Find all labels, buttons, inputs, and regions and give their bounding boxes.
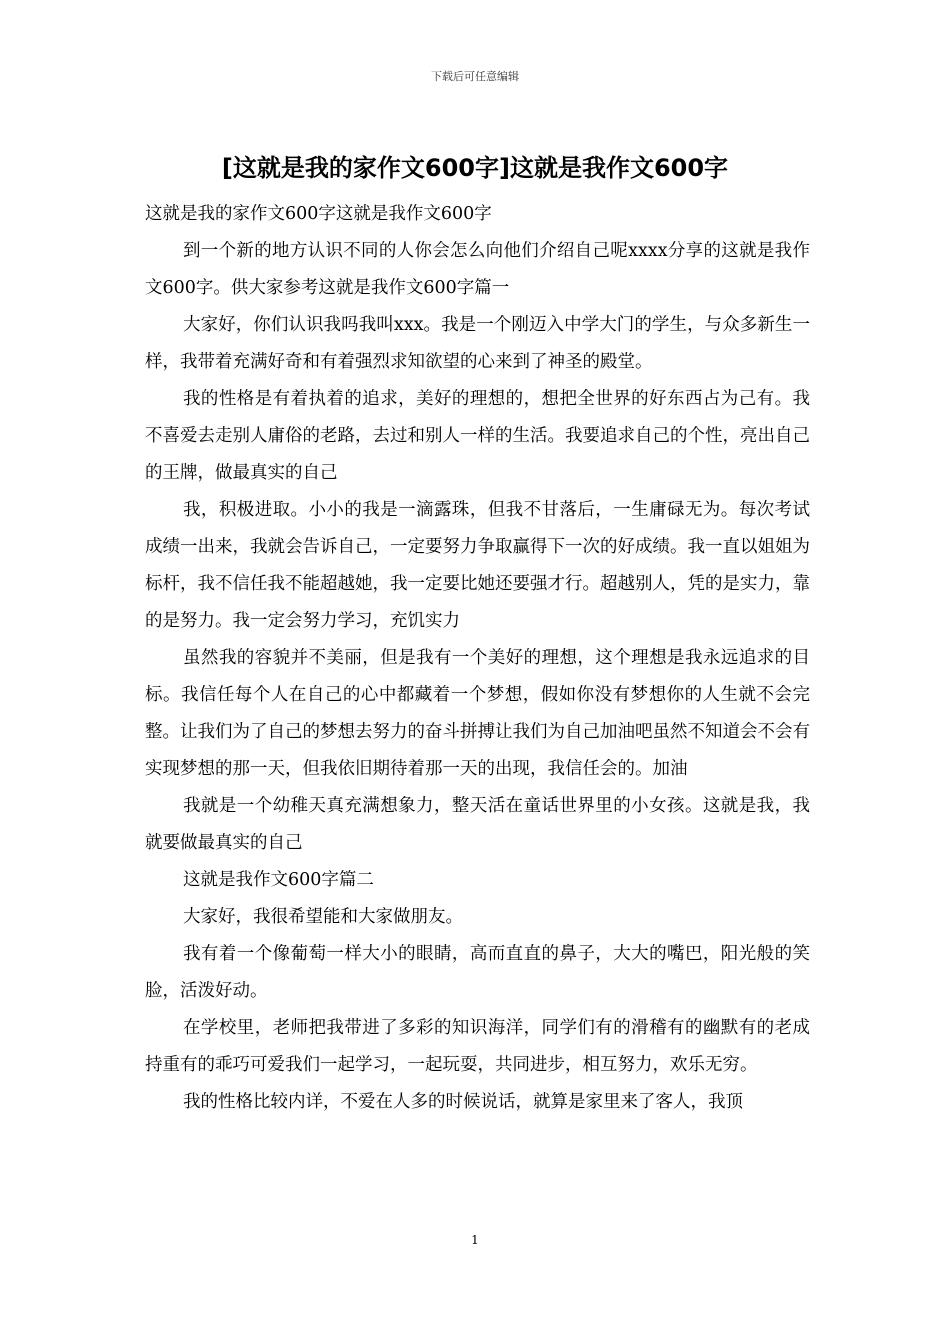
section-heading: 这就是我作文600字篇二	[183, 870, 374, 890]
paragraph: 虽然我的容貌并不美丽，但是我有一个美好的理想，这个理想是我永远追求的目标。我信任每个人在自己的心中都藏着一个梦想，假如你没有梦想你的人生就不会完整。让我们为了自己的梦想去努力的奋斗拼搏让我们为自己加油吧虽然不知道会不会有实现梦想的那一天，但我依旧期待着那一天的出现，我信任会的。加油	[145, 648, 810, 779]
document-body	[145, 196, 810, 1121]
paragraph: 我有着一个像葡萄一样大小的眼睛，高而直直的鼻子，大大的嘴巴，阳光般的笑脸，活泼好动。	[145, 944, 810, 1001]
paragraph: 我的性格比较内详，不爱在人多的时候说话，就算是家里来了客人，我顶	[183, 1092, 743, 1112]
paragraph: 我就是一个幼稚天真充满想象力，整天活在童话世界里的小女孩。这就是我，我就要做最真实的自己	[145, 796, 810, 853]
page-number: 1	[471, 1233, 479, 1247]
paragraph: 大家好，我很希望能和大家做朋友。	[183, 907, 463, 927]
paragraph: 我的性格是有着执着的追求，美好的理想的，想把全世界的好东西占为己有。我不喜爱去走别人庸俗的老路，去过和别人一样的生活。我要追求自己的个性，亮出自己的王牌，做最真实的自己	[145, 389, 810, 483]
paragraph: 到一个新的地方认识不同的人你会怎么向他们介绍自己呢xxxx分享的这就是我作文600字。供大家参考这就是我作文600字篇一	[145, 241, 810, 298]
paragraph-subtitle: 这就是我的家作文600字这就是我作文600字	[145, 204, 492, 224]
document-title: [这就是我的家作文600字]这就是我作文600字	[221, 154, 729, 182]
paragraph: 大家好，你们认识我吗我叫xxx。我是一个刚迈入中学大门的学生，与众多新生一样，我带着充满好奇和有着强烈求知欲望的心来到了神圣的殿堂。	[145, 315, 810, 372]
page-header-note: 下载后可任意编辑	[431, 70, 519, 83]
paragraph: 在学校里，老师把我带进了多彩的知识海洋，同学们有的滑稽有的幽默有的老成持重有的乖巧可爱我们一起学习，一起玩耍，共同进步，相互努力，欢乐无穷。	[145, 1018, 810, 1075]
paragraph: 我，积极进取。小小的我是一滴露珠，但我不甘落后，一生庸碌无为。每次考试成绩一出来，我就会告诉自己，一定要努力争取赢得下一次的好成绩。我一直以姐姐为标杆，我不信任我不能超越她，我一定要比她还要强才行。超越别人，凭的是实力，靠的是努力。我一定会努力学习，充饥实力	[145, 500, 810, 631]
